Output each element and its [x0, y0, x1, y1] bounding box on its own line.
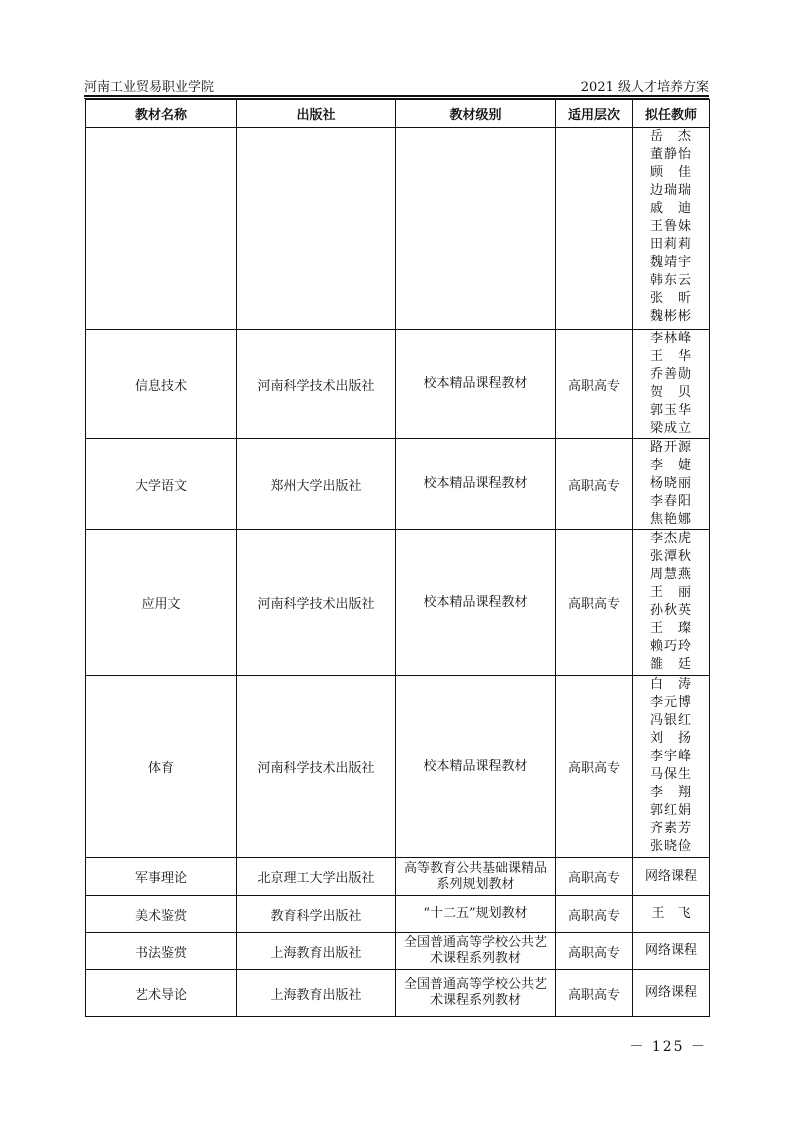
textbook-table [85, 99, 710, 1017]
teacher-name: 刘 扬 [649, 731, 692, 746]
teacher-name: 张 昕 [649, 291, 692, 306]
school-name: 河南工业贸易职业学院 [84, 80, 215, 95]
teacher-name: 戚 迪 [649, 201, 692, 216]
teacher-name: 郭玉华 [649, 403, 692, 418]
teacher-name: 王 华 [649, 349, 692, 364]
publisher-cell: 上海教育出版社 [237, 933, 396, 970]
teachers-cell [633, 676, 710, 858]
column-header-scope: 适用层次 [556, 100, 633, 128]
level-cell [396, 128, 556, 330]
textbook-name-cell: 美术鉴赏 [86, 896, 237, 933]
textbook-name-cell: 信息技术 [86, 330, 237, 439]
teachers-cell [633, 858, 710, 896]
teacher-name: 王 丽 [649, 585, 692, 600]
level-cell: 校本精品课程教材 [396, 439, 556, 530]
teacher-name: 王 璨 [649, 621, 692, 636]
scope-cell: 高职高专 [556, 933, 633, 970]
teacher-name: 焦艳娜 [649, 512, 692, 527]
scope-cell: 高职高专 [556, 330, 633, 439]
table-row [86, 128, 710, 330]
column-header-publisher: 出版社 [237, 100, 396, 128]
table-row [86, 970, 710, 1017]
table-row [86, 858, 710, 896]
table-row [86, 896, 710, 933]
publisher-cell: 河南科学技术出版社 [237, 330, 396, 439]
column-header-teachers: 拟任教师 [633, 100, 710, 128]
textbook-name-cell: 大学语文 [86, 439, 237, 530]
teacher-name: 路开源 [649, 440, 692, 455]
table-row [86, 439, 710, 530]
teacher-name: 贺 贝 [649, 385, 692, 400]
publisher-cell [237, 128, 396, 330]
teacher-name: 李林峰 [649, 331, 692, 346]
teacher-name: 张潭秋 [649, 549, 692, 564]
scope-cell: 高职高专 [556, 858, 633, 896]
document-title: 2021 级人才培养方案 [580, 80, 709, 95]
teachers-cell [633, 530, 710, 676]
teacher-name: 李春阳 [649, 494, 692, 509]
teachers-cell [633, 896, 710, 933]
teachers-cell [633, 970, 710, 1017]
publisher-cell: 河南科学技术出版社 [237, 676, 396, 858]
teacher-name: 李 婕 [649, 458, 692, 473]
teacher-name: 杨晓丽 [649, 476, 692, 491]
scope-cell: 高职高专 [556, 439, 633, 530]
level-cell: 校本精品课程教材 [396, 676, 556, 858]
teacher-name: 冯银红 [649, 713, 692, 728]
teacher-name: 网络课程 [644, 943, 697, 958]
publisher-cell: 郑州大学出版社 [237, 439, 396, 530]
header-rule-thick [84, 95, 709, 97]
teacher-name: 王 飞 [651, 906, 691, 921]
teacher-name: 网络课程 [644, 868, 697, 884]
scope-cell: 高职高专 [556, 530, 633, 676]
teacher-name: 梁成立 [649, 421, 692, 436]
teacher-name: 白 涛 [649, 677, 692, 692]
textbook-name-cell: 书法鉴赏 [86, 933, 237, 970]
teacher-name: 乔善勋 [649, 367, 692, 382]
teacher-name: 岳 杰 [649, 129, 692, 144]
teacher-name: 韩东云 [649, 273, 692, 288]
level-cell: 全国普通高等学校公共艺术课程系列教材 [396, 970, 556, 1017]
teacher-name: 李 翔 [649, 785, 692, 800]
teacher-name: 李杰虎 [649, 531, 692, 546]
level-cell: 全国普通高等学校公共艺术课程系列教材 [396, 933, 556, 970]
scope-cell: 高职高专 [556, 896, 633, 933]
teacher-name: 网络课程 [644, 985, 697, 1000]
page-number: － 125 － [629, 1039, 707, 1055]
column-header-level: 教材级别 [396, 100, 556, 128]
teacher-name: 魏彬彬 [649, 309, 692, 324]
table-row [86, 330, 710, 439]
teachers-cell [633, 128, 710, 330]
teacher-name: 李宇峰 [649, 749, 692, 764]
scope-cell: 高职高专 [556, 676, 633, 858]
teachers-cell [633, 439, 710, 530]
teacher-name: 赖巧玲 [649, 639, 692, 654]
level-cell: “十二五”规划教材 [396, 896, 556, 933]
teacher-name: 齐素芳 [649, 821, 692, 836]
teacher-name: 孙秋英 [649, 603, 692, 618]
scope-cell: 高职高专 [556, 970, 633, 1017]
teacher-name: 张晓俭 [649, 839, 692, 854]
teachers-cell [633, 330, 710, 439]
level-cell: 校本精品课程教材 [396, 330, 556, 439]
teacher-name: 王鲁妹 [649, 219, 692, 234]
teacher-name: 边瑞瑞 [649, 183, 692, 198]
teacher-name: 马保生 [649, 767, 692, 782]
publisher-cell: 上海教育出版社 [237, 970, 396, 1017]
table-row [86, 676, 710, 858]
teachers-cell [633, 933, 710, 970]
textbook-name-cell: 艺术导论 [86, 970, 237, 1017]
teacher-name: 魏靖宇 [649, 255, 692, 270]
scope-cell [556, 128, 633, 330]
publisher-cell: 北京理工大学出版社 [237, 858, 396, 896]
table-header-row [86, 100, 710, 128]
column-header-textbook: 教材名称 [86, 100, 237, 128]
textbook-name-cell: 体育 [86, 676, 237, 858]
teacher-name: 顾 佳 [649, 165, 692, 180]
teacher-name: 郭红娟 [649, 803, 692, 818]
publisher-cell: 河南科学技术出版社 [237, 530, 396, 676]
page-header [84, 74, 709, 94]
level-cell: 高等教育公共基础课精品系列规划教材 [396, 858, 556, 896]
textbook-name-cell [86, 128, 237, 330]
publisher-cell: 教育科学出版社 [237, 896, 396, 933]
table-row [86, 530, 710, 676]
teacher-name: 雒 廷 [649, 657, 692, 672]
textbook-name-cell: 应用文 [86, 530, 237, 676]
teacher-name: 田莉莉 [649, 237, 692, 252]
textbook-name-cell: 军事理论 [86, 858, 237, 896]
table-row [86, 933, 710, 970]
level-cell: 校本精品课程教材 [396, 530, 556, 676]
teacher-name: 周慧燕 [649, 567, 692, 582]
teacher-name: 李元博 [649, 695, 692, 710]
teacher-name: 董静怡 [649, 147, 692, 162]
